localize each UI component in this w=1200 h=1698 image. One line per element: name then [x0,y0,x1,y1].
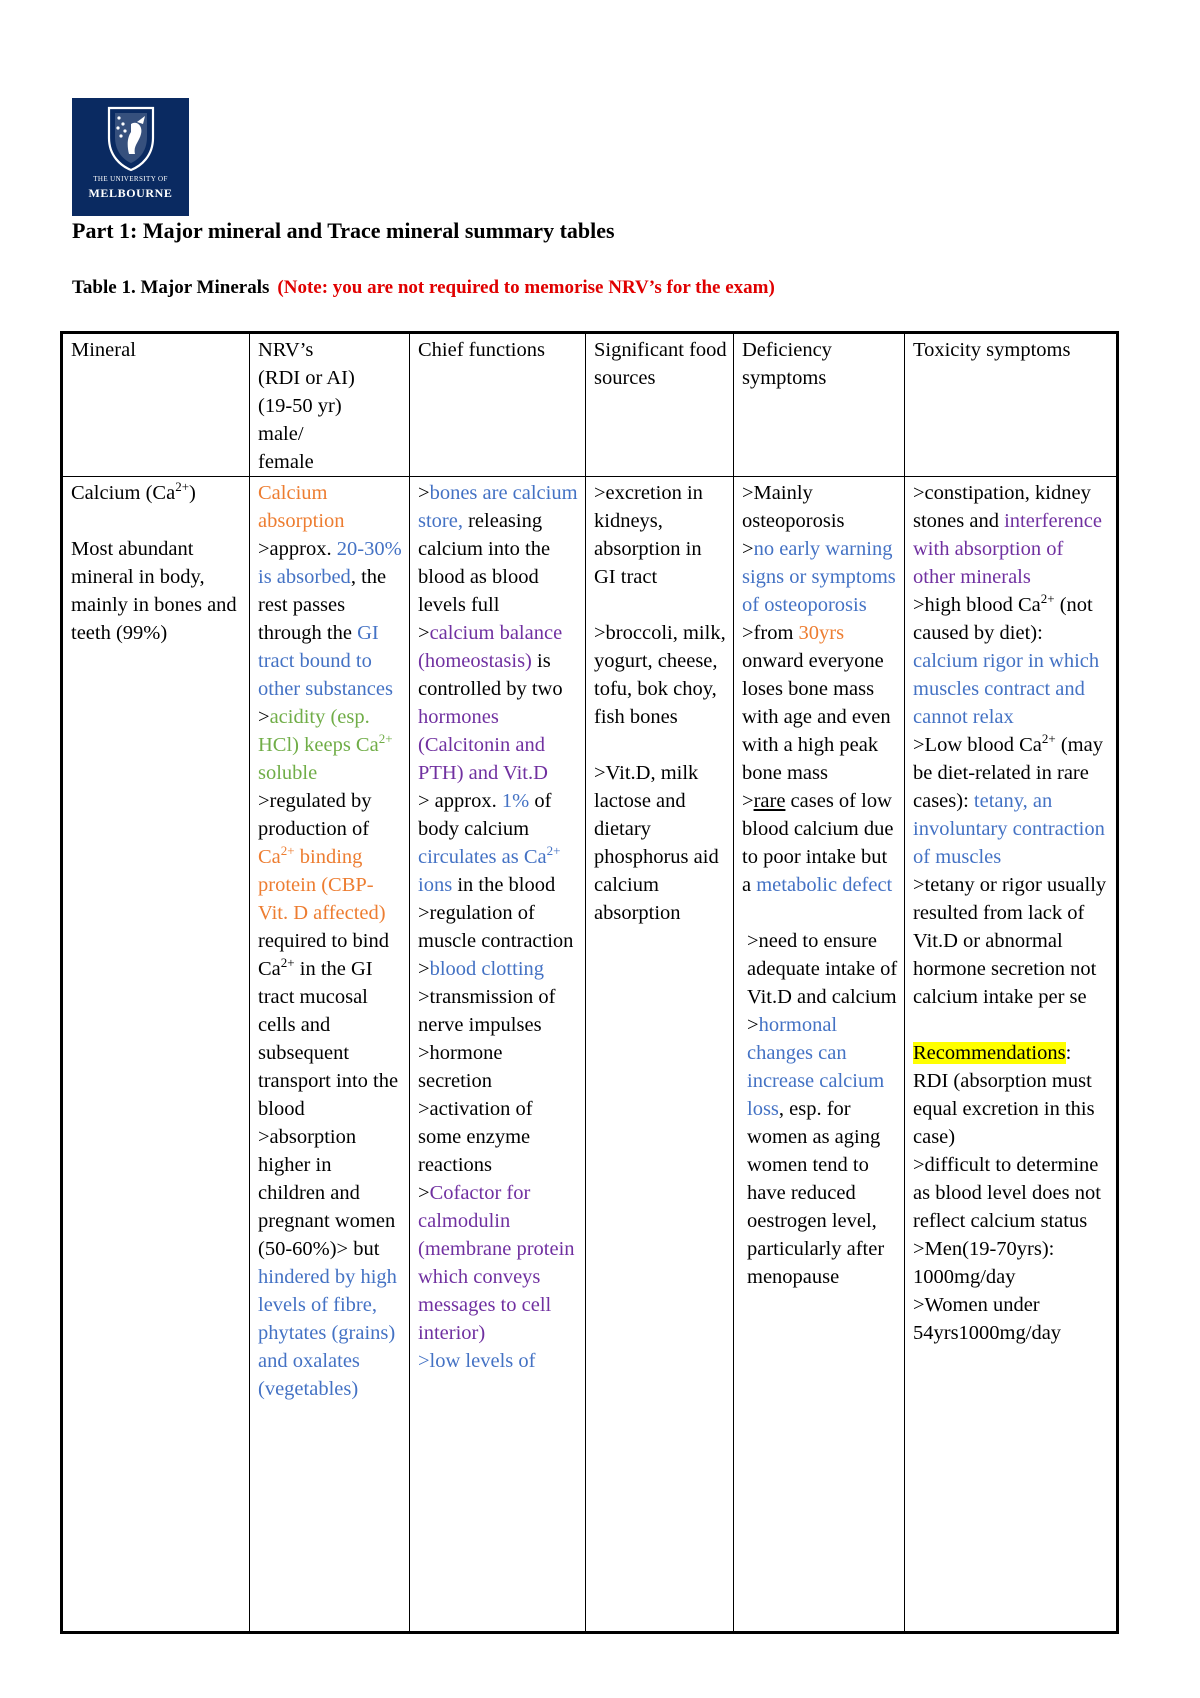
table-title: Table 1. Major Minerals [72,277,270,298]
cell-nrv: Calcium absorption >approx. 20-30% is absorbed, the rest passes through the GI tract bound to other substances >acidity (esp. HCl) keeps $Ca^{2+}$ soluble >regulated by production of $Ca^{2+}$ binding protein (CBP- Vit. D affected) required to bind $Ca^{2+}$ in the GI tract mucosal cells and subsequent transport into the blood >absorption higher in children and pregnant women (50-60%)> but hindered by high levels of fibre, phytates (grains) and oxalates (vegetables) [250,477,410,1633]
cell-toxicity: >constipation, kidney stones and interference with absorption of other minerals >high blood $Ca^{2+}$ (not caused by diet): calcium rigor in which muscles contract and cannot relax >Low blood $Ca^{2+}$ (may be diet-related in rare cases): tetany, an involuntary contraction of muscles >tetany or rigor usually resulted from lack of Vit.D or abnormal hormone secretion not calcium intake per se Recommendations: RDI (absorption must equal excretion in this case) >difficult to determine as blood level does not reflect calcium status >Men(19-70yrs): 1000mg/day >Women under 54yrs1000mg/day [905,477,1118,1633]
cell-mineral: Calcium $(Ca^{2+})$ Most abundant mineral in body, mainly in bones and teeth (99%) [62,477,250,1633]
header-deficiency: Deficiency symptoms [734,333,905,477]
table-note: (Note: you are not required to memorise NRV’s for the exam) [277,277,775,298]
cell-deficiency: >Mainly osteoporosis >no early warning signs or symptoms of osteoporosis >from 30yrs onward everyone loses bone mass with age and even with a high peak bone mass >rare cases of low blood calcium due to poor intake but a metabolic defect >need to ensure adequate intake of Vit.D and calcium >hormonal changes can increase calcium loss, esp. for women as aging women tend to have reduced oestrogen level, particularly after menopause [734,477,905,1633]
logo-line-2: MELBOURNE [88,186,173,200]
header-functions: Chief functions [410,333,586,477]
table-header-row [62,333,1118,477]
cell-functions: >bones are calcium store, releasing calcium into the blood as blood levels full >calcium balance (homeostasis) is controlled by two hormones (Calcitonin and PTH) and Vit.D > approx. 1% of body calcium circulates as $Ca^{2+}$ ions in the blood >regulation of muscle contraction >blood clotting >transmission of nerve impulses >hormone secretion >activation of some enzyme reactions >Cofactor for calmodulin (membrane protein which conveys messages to cell interior) >low levels of [410,477,586,1633]
header-nrv: NRV’s (RDI or AI) (19-50 yr) male/ female [250,333,410,477]
major-minerals-table [60,331,1119,1634]
crest-icon [101,104,161,174]
page-heading: Part 1: Major mineral and Trace mineral summary tables [72,218,615,243]
table-row-calcium [62,477,1118,1633]
logo-line-1: THE UNIVERSITY OF [93,175,168,183]
recommendations-highlight: Recommendations [913,1042,1066,1064]
table-caption [72,277,775,299]
header-mineral: Mineral [62,333,250,477]
university-logo [72,98,189,216]
cell-sources: >excretion in kidneys, absorption in GI tract >broccoli, milk, yogurt, cheese, tofu, bok choy, fish bones >Vit.D, milk lactose and dietary phosphorus aid calcium absorption [586,477,734,1633]
header-toxicity: Toxicity symptoms [905,333,1118,477]
header-sources: Significant food sources [586,333,734,477]
